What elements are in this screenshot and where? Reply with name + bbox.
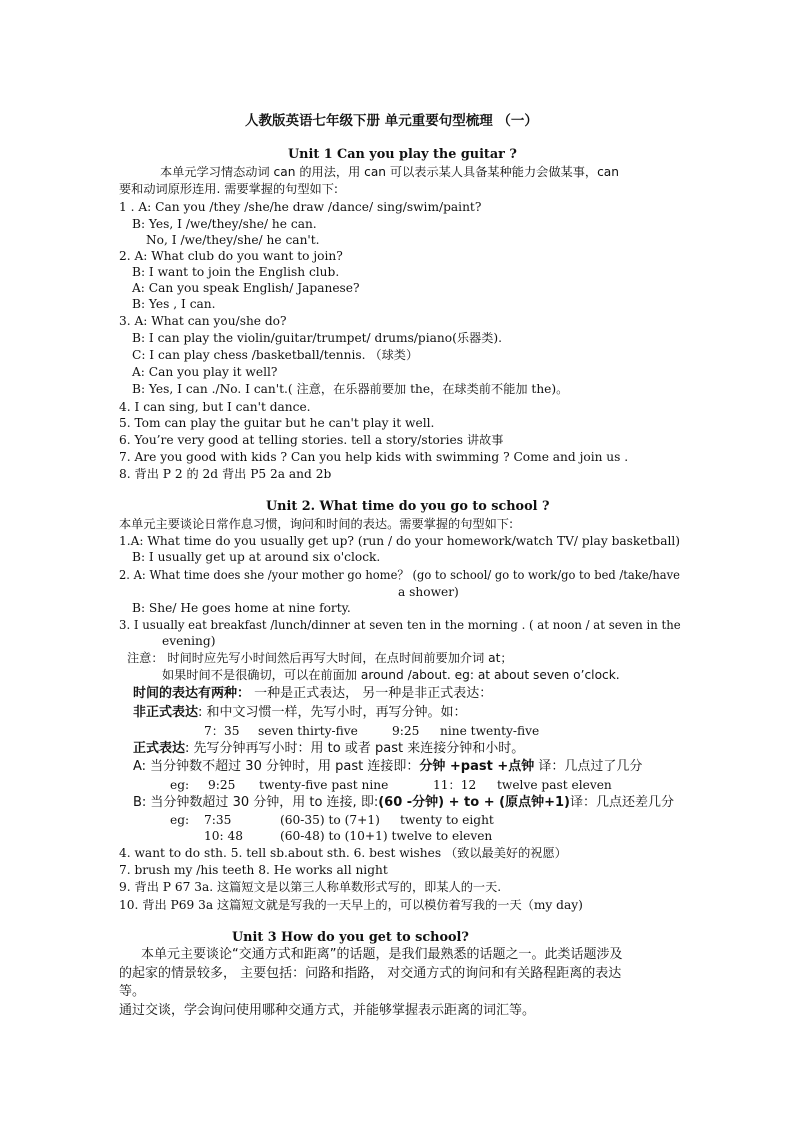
two-ways-text: 一种是正式表达， 另一种是非正式表达： [250,686,493,701]
unit2-formal [133,741,524,757]
unit2-line-3-cont: evening) [162,634,216,648]
unit2-line-1b: B: I usually get up at around six o'clock. [132,550,381,564]
unit1-line-1a: 1 . A: Can you /they /she/he draw /dance/ sing/swim/paint? [119,200,482,214]
informal-example-2-words: nine twenty-five [440,724,540,738]
unit2-line-3: 3. I usually eat breakfast /lunch/dinner at seven ten in the morning . ( at noon / at seven in the [119,618,681,632]
informal-example-2-time: 9:25 [392,724,420,738]
rule-a-text: A: 当分钟数不超过 30 分钟时，用 past 连接即： [133,759,420,774]
unit1-line-3e: B: Yes, I can ./No. I can't.( 注意，在乐器前要加 the，在球类前不能加 the)。 [132,382,569,396]
unit1-intro-line2: 要和动词原形连用. 需要掌握的句型如下: [119,182,339,196]
unit2-line-4: 4. want to do sth. 5. tell sb.about sth. 6. best wishes （致以最美好的祝愿） [119,846,567,860]
unit2-note-2: 如果时间不是很确切，可以在前面加 around /about. eg: at about seven o’clock. [162,668,620,682]
rule-b-example-1-calc: (60-35) to (7+1) [280,813,380,827]
rule-b-example-2-time: 10: 48 [204,829,243,843]
informal-example-1-time: 7：35 [204,724,240,738]
unit3-para-line3: 等。 [119,984,146,999]
informal-label: 非正式表达 [133,705,199,720]
unit1-line-2b: B: I want to join the English club. [132,265,340,279]
unit2-rule-a [133,759,642,775]
unit1-line-8: 8. 背出 P 2 的 2d 背出 P5 2a and 2b [119,467,332,481]
unit2-line-2a-cont: a shower) [398,585,459,599]
unit3-para-line1: 本单元主要谈论“交通方式和距离”的话题，是我们最熟悉的话题之一。此类话题涉及 [141,947,623,962]
unit1-heading: Unit 1 Can you play the guitar ? [288,147,517,162]
rule-a-example-2-time: 11：12 [433,778,477,792]
unit2-heading: Unit 2. What time do you go to school ? [266,499,550,514]
unit1-line-1c: No, I /we/they/she/ he can't. [146,233,320,247]
unit1-line-3c: C: I can play chess /basketball/tennis. （球类） [132,348,419,362]
unit3-para-line2: 的起家的情景较多， 主要包括：问路和指路， 对交通方式的询问和有关路程距离的表达 [119,966,622,981]
unit2-line-9: 9. 背出 P 67 3a. 这篇短文是以第三人称单数形式写的，即某人的一天. [119,880,502,894]
unit1-line-5: 5. Tom can play the guitar but he can't play it well. [119,416,435,430]
formal-label: 正式表达 [133,741,186,756]
unit2-line-2b: B: She/ He goes home at nine forty. [132,601,351,615]
unit1-line-2d: B: Yes , I can. [132,297,216,311]
informal-example-1-words: seven thirty-five [258,724,358,738]
rule-a-eg: eg: [170,778,190,792]
unit1-line-7: 7. Are you good with kids ? Can you help kids with swimming ? Come and join us . [119,450,629,464]
unit2-intro: 本单元主要谈论日常作息习惯，询问和时间的表达。需要掌握的句型如下: [119,517,514,531]
unit2-note-1: 注意： 时间时应先写小时间然后再写大时间，在点时间前要加介词 at； [127,651,513,665]
unit1-intro-line1: 本单元学习情态动词 can 的用法，用 can 可以表示某人具备某种能力会做某事，can [160,165,619,179]
two-ways-label: 时间的表达有两种： [133,686,251,701]
unit2-two-ways [133,686,492,702]
unit2-informal [133,705,467,721]
page-title: 人教版英语七年级下册 单元重要句型梳理 （一） [245,113,538,129]
unit1-line-3a: 3. A: What can you/she do? [119,314,287,328]
rule-a-tail: 译：几点过了几分 [534,759,643,774]
unit2-line-2a: 2. A: What time does she /your mother go home？ (go to school/ go to work/go to bed /take/have [119,568,680,582]
unit1-line-4: 4. I can sing, but I can't dance. [119,400,311,414]
unit1-line-2c: A: Can you speak English/ Japanese? [132,281,360,295]
unit2-line-7: 7. brush my /his teeth 8. He works all night [119,863,388,877]
unit2-line-10: 10. 背出 P69 3a 这篇短文就是写我的一天早上的，可以模仿着写我的一天（my day) [119,898,583,912]
rule-b-example-1-words: twenty to eight [400,813,494,827]
rule-a-example-2-words: twelve past eleven [497,778,612,792]
rule-a-example-1-time: 9:25 [208,778,236,792]
unit1-line-3d: A: Can you play it well? [132,365,278,379]
rule-a-formula: 分钟 +past +点钟 [419,759,535,774]
rule-a-example-1-words: twenty-five past nine [259,778,389,792]
rule-b-example-1-time: 7:35 [204,813,232,827]
unit3-para-line4: 通过交谈，学会询问使用哪种交通方式，并能够掌握表示距离的词汇等。 [119,1003,536,1018]
unit1-line-2a: 2. A: What club do you want to join? [119,249,343,263]
informal-text: : 和中文习惯一样，先写小时，再写分钟。如： [198,705,467,720]
unit1-line-6: 6. You’re very good at telling stories. tell a story/stories 讲故事 [119,433,504,447]
rule-b-example-2-calc: (60-48) to (10+1) twelve to eleven [280,829,493,843]
unit1-line-3b: B: I can play the violin/guitar/trumpet/ drums/piano(乐器类). [132,331,503,345]
unit1-line-1b: B: Yes, I /we/they/she/ he can. [132,217,317,231]
rule-b-eg: eg: [170,813,190,827]
formal-text: : 先写分钟再写小时：用 to 或者 past 来连接分钟和小时。 [185,741,525,756]
unit2-rule-b [133,795,674,811]
rule-b-formula: (60 -分钟) + to + (原点钟+1) [378,795,570,810]
unit2-line-1a: 1.A: What time do you usually get up? (run / do your homework/watch TV/ play basketball) [119,534,681,548]
rule-b-tail: 译：几点还差几分 [569,795,674,810]
unit3-heading: Unit 3 How do you get to school? [232,930,469,945]
rule-b-text: B: 当分钟数超过 30 分钟，用 to 连接, 即: [133,795,379,810]
